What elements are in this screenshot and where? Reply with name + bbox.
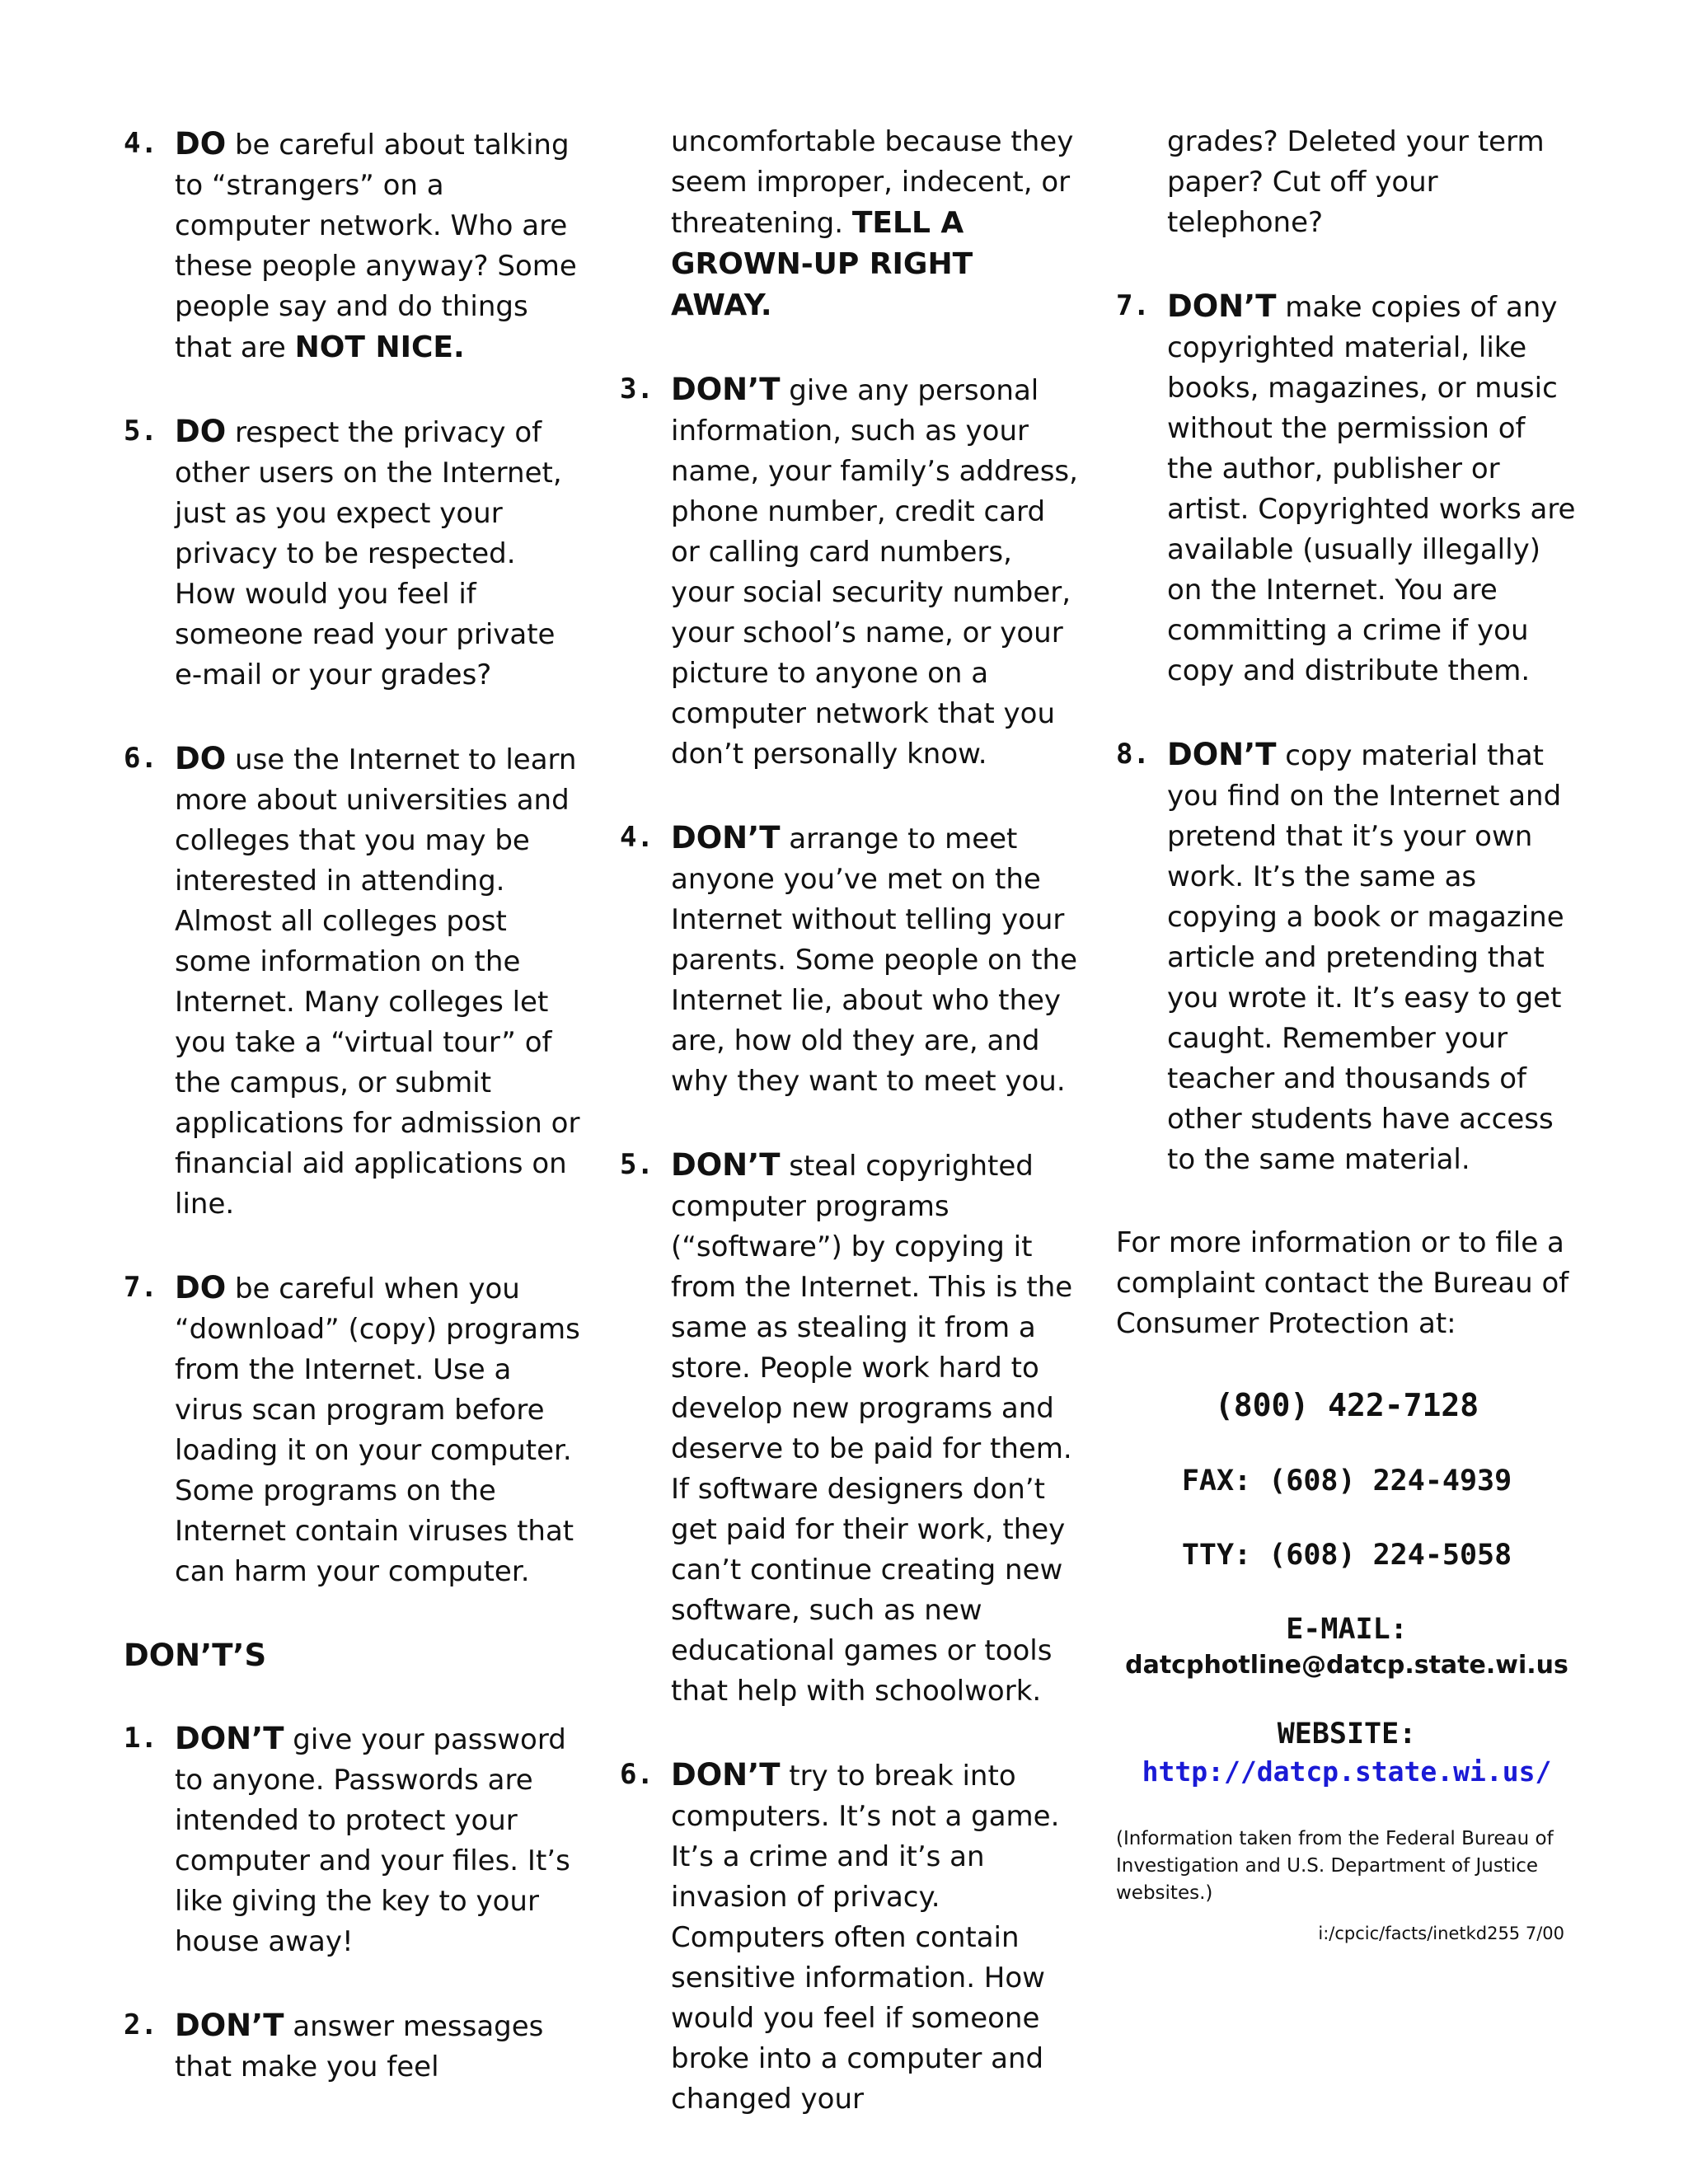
item-keyword: DON’T (1167, 288, 1277, 324)
item-emphasis: NOT NICE. (294, 330, 465, 364)
item-text: arrange to meet anyone you’ve met on the Internet without telling your parents. Some people on the Internet lie, about who they are, how old they are, and why they want to meet you. (671, 823, 1078, 1098)
contact-intro: For more information or to file a complaint contact the Bureau of Consumer Protection at: (1116, 1226, 1569, 1340)
item-text: respect the privacy of other users on the Internet, just as you expect your privacy to be respected. How would you feel if someone read your private e-mail or your grades? (175, 416, 562, 691)
item-text: uncomfortable because they seem improper, indecent, or threatening. (671, 125, 1074, 240)
dont-item-6-continued: grades? Deleted your term paper? Cut off your telephone? (1167, 125, 1545, 239)
item-number: 5. (620, 1148, 654, 1181)
item-keyword: DON’T (175, 2008, 284, 2043)
item-number: 6. (620, 1758, 654, 1791)
item-text: be careful about talking to “strangers” on a computer network. Who are these people anyway? Some people say and do things that are (175, 129, 577, 364)
column-middle (620, 124, 1081, 2163)
dont-item-3 (620, 369, 1081, 775)
email-address[interactable]: datcphotline@datcp.state.wi.us (1125, 1651, 1568, 1680)
item-text: be careful when you “download” (copy) programs from the Internet. Use a virus scan program before loading it on your computer. Some programs on the Internet contain viruses that can harm your computer. (175, 1272, 580, 1588)
dont-item-7 (1116, 286, 1578, 691)
dont-item-2 (124, 2005, 585, 2088)
item-number: 4. (124, 127, 157, 160)
dont-item-8 (1116, 734, 1578, 1180)
item-keyword: DO (175, 1270, 227, 1305)
column-right (1116, 124, 1578, 1943)
dont-item-6 (620, 1755, 1081, 2120)
item-number: 4. (620, 821, 654, 854)
item-keyword: DON’T (671, 820, 781, 855)
do-item-5 (124, 411, 585, 696)
column-left (124, 124, 585, 2130)
item-number: 5. (124, 415, 157, 448)
item-keyword: DO (175, 741, 227, 776)
item-keyword: DO (175, 414, 227, 449)
item-number: 7. (124, 1271, 157, 1304)
item-text: answer messages that make you feel (175, 2010, 544, 2083)
dont-item-4 (620, 818, 1081, 1102)
item-number: 3. (620, 373, 654, 405)
item-text: use the Internet to learn more about universities and colleges that you may be interested in attending. Almost all colleges post some information on the Internet. Many colleges let you take a “virtual tour” of the campus, or submit applications for admission or financial aid applications on line. (175, 743, 580, 1221)
dont-item-2-continued (671, 122, 1081, 326)
document-code: i:/cpcic/facts/inetkd255 7/00 (1318, 1924, 1564, 1943)
item-text: give your password to anyone. Passwords are intended to protect your computer and your files. It’s like giving the key to your house away! (175, 1723, 570, 1958)
website-label: WEBSITE: (1277, 1718, 1417, 1750)
donts-heading: DON’T’S (124, 1638, 267, 1673)
item-keyword: DON’T (671, 1757, 781, 1793)
item-number: 8. (1116, 738, 1150, 771)
website-link[interactable]: http://datcp.state.wi.us/ (1142, 1755, 1552, 1788)
source-note: (Information taken from the Federal Bureau of Investigation and U.S. Department of Justice websites.) (1116, 1828, 1554, 1904)
item-text: make copies of any copyrighted material, like books, magazines, or music without the permission of the author, publisher or artist. Copyrighted works are available (usually illegally) on the Internet. You are committing a crime if you copy and distribute them. (1167, 291, 1576, 687)
item-text: try to break into computers. It’s not a game. It’s a crime and it’s an invasion of privacy. Computers often contain sensitive information. How would you feel if someone broke into a computer and changed your (671, 1760, 1060, 2116)
fax-number: FAX: (608) 224-4939 (1181, 1465, 1512, 1497)
item-keyword: DO (175, 126, 227, 162)
item-number: 1. (124, 1722, 157, 1755)
item-text: steal copyrighted computer programs (“software”) by copying it from the Internet. This is the same as stealing it from a store. People work hard to develop new programs and deserve to be paid for them. If software designers don’t get paid for their work, they can’t continue creating new software, such as new educational games or tools that help with schoolwork. (671, 1150, 1073, 1708)
do-item-6 (124, 738, 585, 1225)
dont-item-1 (124, 1718, 585, 1962)
item-keyword: DON’T (175, 1721, 284, 1756)
item-keyword: DON’T (1167, 737, 1277, 772)
item-text: copy material that you find on the Internet and pretend that it’s your own work. It’s the same as copying a book or magazine article and pretending that you wrote it. It’s easy to get caught. Remember your teacher and thousands of other students have access to the same material. (1167, 739, 1564, 1176)
email-label: E-MAIL: (1286, 1613, 1408, 1646)
item-number: 2. (124, 2008, 157, 2041)
item-keyword: DON’T (671, 372, 781, 407)
item-keyword: DON’T (671, 1147, 781, 1183)
dont-item-5 (620, 1145, 1081, 1712)
item-number: 7. (1116, 289, 1150, 322)
phone-number: (800) 422-7128 (1214, 1387, 1479, 1423)
item-number: 6. (124, 742, 157, 775)
tty-number: TTY: (608) 224-5058 (1181, 1539, 1512, 1572)
do-item-4 (124, 124, 585, 368)
item-emphasis: TELL A GROWN-UP RIGHT AWAY. (671, 206, 973, 322)
do-item-7 (124, 1268, 585, 1592)
item-text: give any personal information, such as your name, your family’s address, phone number, credit card or calling card numbers, your social security number, your school’s name, or your picture to anyone on a computer network that you don’t personally know. (671, 374, 1078, 771)
